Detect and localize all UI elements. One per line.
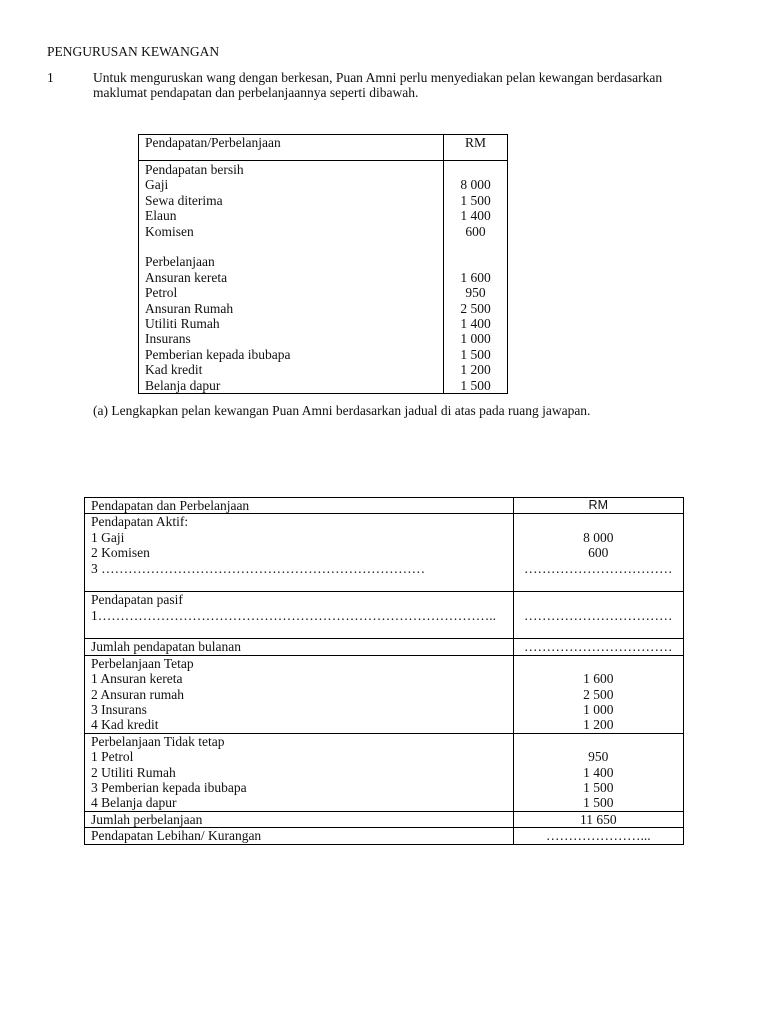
variable-expense-value: 1 500 bbox=[583, 780, 614, 796]
table1-header-row bbox=[139, 135, 508, 161]
surplus-blank[interactable]: …………………... bbox=[513, 828, 683, 844]
income-item: Elaun bbox=[145, 208, 177, 224]
income-value: 8 000 bbox=[460, 177, 491, 193]
expense-item: Belanja dapur bbox=[145, 377, 221, 393]
fixed-expense-values bbox=[513, 655, 683, 733]
fixed-expense-value: 1 600 bbox=[583, 671, 614, 687]
variable-expense-item: 1 Petrol bbox=[91, 749, 134, 765]
variable-expense-value: 1 400 bbox=[583, 764, 614, 780]
question-line-2: maklumat pendapatan dan perbelanjaannya seperti dibawah. bbox=[93, 85, 419, 101]
surplus-label: Pendapatan Lebihan/ Kurangan bbox=[85, 828, 514, 844]
spacer bbox=[444, 254, 507, 269]
income-item: Komisen bbox=[145, 223, 194, 239]
monthly-income-label: Jumlah pendapatan bulanan bbox=[85, 639, 514, 655]
expense-value: 1 500 bbox=[460, 377, 491, 393]
table1-items-cell bbox=[139, 161, 444, 394]
monthly-income-row bbox=[85, 639, 684, 655]
expense-value: 1 000 bbox=[460, 331, 491, 347]
monthly-income-blank[interactable]: …………………………… bbox=[513, 639, 683, 655]
income-value: 1 500 bbox=[460, 192, 491, 208]
question-line-1: Untuk menguruskan wang dengan berkesan, Puan Amni perlu menyediakan pelan kewangan berdasarkan bbox=[93, 70, 663, 85]
financial-plan-table bbox=[84, 497, 684, 845]
fixed-expense-row bbox=[85, 655, 684, 733]
active-income-value: 8 000 bbox=[583, 529, 614, 545]
expense-value: 2 500 bbox=[460, 300, 491, 316]
fixed-expense-value: 1 000 bbox=[583, 702, 614, 718]
expense-value: 1 400 bbox=[460, 316, 491, 332]
variable-expense-heading: Perbelanjaan Tidak tetap bbox=[91, 733, 225, 749]
active-income-heading: Pendapatan Aktif: bbox=[91, 514, 189, 530]
income-item: Sewa diterima bbox=[145, 192, 223, 208]
variable-expense-items bbox=[85, 733, 514, 811]
passive-income-row bbox=[85, 592, 684, 639]
passive-income-blank[interactable]: 1…………………………………………………………………………….. bbox=[91, 607, 496, 623]
variable-expense-item: 2 Utiliti Rumah bbox=[91, 764, 176, 780]
question-number: 1 bbox=[47, 70, 54, 85]
variable-expense-item: 3 Pemberian kepada ibubapa bbox=[91, 780, 247, 796]
fixed-expense-item: 1 Ansuran kereta bbox=[91, 671, 183, 687]
spacer bbox=[514, 656, 683, 671]
expense-item: Insurans bbox=[145, 331, 191, 347]
expense-item: Utiliti Rumah bbox=[145, 316, 220, 332]
expense-item: Ansuran kereta bbox=[145, 269, 228, 285]
expense-item: Kad kredit bbox=[145, 362, 203, 378]
table2-header-row bbox=[85, 498, 684, 514]
expense-heading: Perbelanjaan bbox=[145, 254, 215, 270]
total-expense-value: 11 650 bbox=[513, 811, 683, 827]
income-item: Gaji bbox=[145, 177, 169, 193]
passive-income-items bbox=[85, 592, 514, 639]
fixed-expense-heading: Perbelanjaan Tetap bbox=[91, 655, 194, 671]
expense-value: 1 500 bbox=[460, 346, 491, 362]
variable-expense-row bbox=[85, 733, 684, 811]
variable-expense-value: 1 500 bbox=[583, 795, 614, 811]
part-a-instruction: (a) Lengkapkan pelan kewangan Puan Amni berdasarkan jadual di atas pada ruang jawapan. bbox=[93, 403, 591, 418]
fixed-expense-item: 4 Kad kredit bbox=[91, 717, 159, 733]
spacer bbox=[444, 162, 507, 177]
table1-values-cell bbox=[444, 161, 508, 394]
fixed-expense-item: 2 Ansuran rumah bbox=[91, 686, 184, 702]
surplus-row bbox=[85, 828, 684, 844]
variable-expense-value: 950 bbox=[588, 749, 609, 765]
spacer bbox=[444, 239, 507, 254]
total-expense-label: Jumlah perbelanjaan bbox=[85, 811, 514, 827]
variable-expense-values bbox=[513, 733, 683, 811]
income-heading: Pendapatan bersih bbox=[145, 162, 244, 177]
expense-value: 1 600 bbox=[460, 269, 491, 285]
spacer bbox=[145, 239, 443, 254]
total-expense-row bbox=[85, 811, 684, 827]
table1-header-item: Pendapatan/Perbelanjaan bbox=[139, 135, 444, 161]
income-value: 1 400 bbox=[460, 208, 491, 224]
spacer bbox=[514, 592, 683, 607]
question-text bbox=[93, 70, 703, 101]
spacer bbox=[514, 734, 683, 749]
expense-value: 1 200 bbox=[460, 362, 491, 378]
table1-body-row bbox=[139, 161, 508, 394]
table2-header-rm: RM bbox=[513, 498, 683, 514]
spacer bbox=[514, 514, 683, 529]
expense-item: Ansuran Rumah bbox=[145, 300, 234, 316]
active-income-items bbox=[85, 514, 514, 592]
active-income-item: 1 Gaji bbox=[91, 529, 125, 545]
active-income-value: 600 bbox=[588, 545, 609, 561]
passive-income-values bbox=[513, 592, 683, 639]
income-expense-table bbox=[138, 134, 508, 394]
fixed-expense-item: 3 Insurans bbox=[91, 702, 147, 718]
page-title: PENGURUSAN KEWANGAN bbox=[47, 44, 220, 59]
fixed-expense-value: 2 500 bbox=[583, 686, 614, 702]
expense-value: 950 bbox=[465, 285, 486, 301]
variable-expense-item: 4 Belanja dapur bbox=[91, 795, 177, 811]
active-income-blank[interactable]: 3 ……………………………………………………………… bbox=[91, 560, 426, 576]
expense-item: Petrol bbox=[145, 285, 178, 301]
active-income-values bbox=[513, 514, 683, 592]
passive-income-value-blank[interactable]: …………………………… bbox=[524, 607, 673, 623]
active-income-value-blank[interactable]: …………………………… bbox=[524, 560, 673, 576]
table2-header-item: Pendapatan dan Perbelanjaan bbox=[85, 498, 514, 514]
active-income-row bbox=[85, 514, 684, 592]
income-value: 600 bbox=[465, 223, 486, 239]
active-income-item: 2 Komisen bbox=[91, 545, 150, 561]
passive-income-heading: Pendapatan pasif bbox=[91, 592, 183, 608]
table1-header-rm: RM bbox=[444, 135, 508, 161]
expense-item: Pemberian kepada ibubapa bbox=[145, 346, 291, 362]
fixed-expense-value: 1 200 bbox=[583, 717, 614, 733]
fixed-expense-items bbox=[85, 655, 514, 733]
